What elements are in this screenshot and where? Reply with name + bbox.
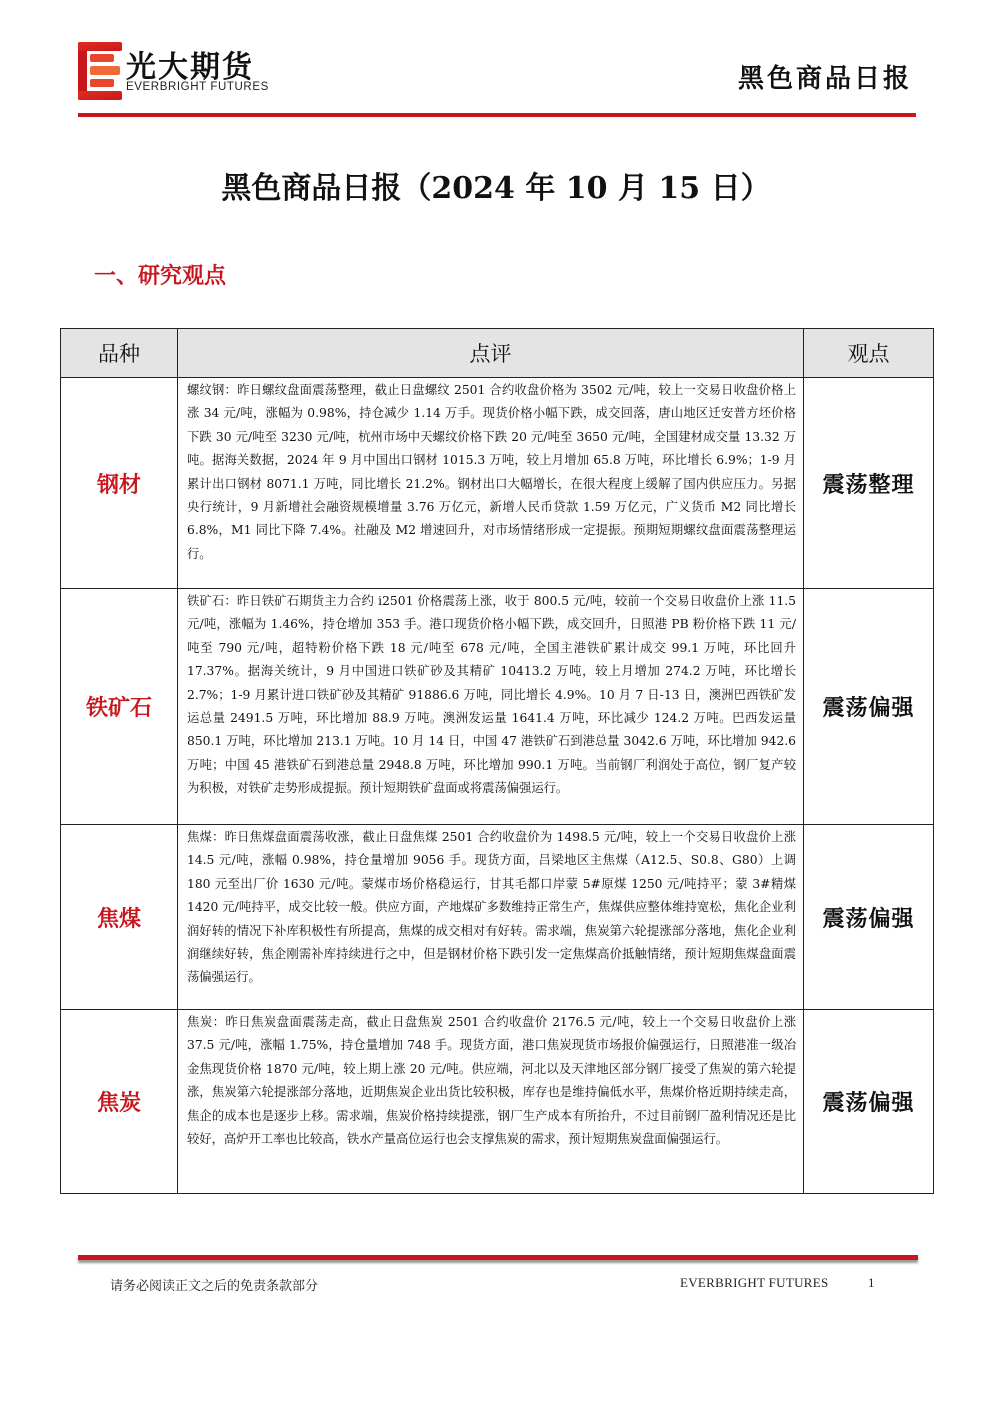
header-divider (78, 113, 916, 117)
table-row (61, 825, 934, 1010)
logo-english-name: EVERBRIGHT FUTURES (126, 81, 269, 93)
page-title: 黑色商品日报（2024 年 10 月 15 日） (221, 171, 771, 206)
section-heading: 一、研究观点 (94, 263, 227, 289)
table-row (61, 378, 934, 589)
view-cell: 震荡偏强 (804, 1010, 934, 1194)
comment-cell: 螺纹钢：昨日螺纹盘面震荡整理，截止日盘螺纹 2501 合约收盘价格为 3502 元/吨，较上一交易日收盘价格上涨 34 元/吨，涨幅为 0.98%，持仓减少 1.14 万手。现货价格小幅下跌，成交回落，唐山地区迁安普方坯价格下跌 30 元/吨至 3230 元/吨，杭州市场中天螺纹价格下跌 20 元/吨至 3650 元/吨，全国建材成交量 13.32 万吨。据海关数据，2024 年 9 月中国出口钢材 1015.3 万吨，较上月增加 65.8 万吨，环比增长 6.9%；1-9 月累计出口钢材 8071.1 万吨，同比增长 21.2%。钢材出口大幅增长，在很大程度上缓解了国内供应压力。另据央行统计，9 月新增社会融资规模增量 3.76 万亿元，新增人民币贷款 1.59 万亿元，广义货币 M2 同比增长 6.8%，M1 同比下降 7.4%。社融及 M2 增速回升，对市场情绪形成一定提振。预期短期螺纹盘面震荡整理运行。 (178, 378, 804, 589)
comment-cell: 焦煤：昨日焦煤盘面震荡收涨，截止日盘焦煤 2501 合约收盘价为 1498.5 元/吨，较上一个交易日收盘价上涨 14.5 元/吨，涨幅 0.98%，持仓量增加 9056 手。现货方面，吕梁地区主焦煤（A12.5、S0.8、G80）上调 180 元至出厂价 1630 元/吨。蒙煤市场价格稳运行，甘其毛都口岸蒙 5#原煤 1250 元/吨持平；蒙 3#精煤 1420 元/吨持平，成交比较一般。供应方面，产地煤矿多数维持正常生产，焦煤供应整体维持宽松，焦化企业利润好转的情况下补库积极性有所提高，焦煤的成交相对有好转。需求端，焦炭第六轮提涨部分落地，焦化企业利润继续好转，焦企刚需补库持续进行之中，但是钢材价格下跌引发一定焦煤高价抵触情绪，预计短期焦煤盘面震荡偏强运行。 (178, 825, 804, 1010)
comment-cell: 焦炭：昨日焦炭盘面震荡走高，截止日盘焦炭 2501 合约收盘价 2176.5 元/吨，较上一个交易日收盘价上涨 37.5 元/吨，涨幅 1.75%，持仓量增加 748 手。现货方面，港口焦炭现货市场报价偏强运行，日照港准一级冶金焦现货价格 1870 元/吨，较上期上涨 20 元/吨。供应端，河北以及天津地区部分钢厂接受了焦炭的第六轮提涨，焦炭第六轮提涨部分落地，近期焦炭企业出货比较积极，库存也是维持偏低水平，焦煤价格近期持续走高，焦企的成本也是逐步上移。需求端，焦炭价格持续提涨，钢厂生产成本有所抬升，不过目前钢厂盈利情况还是比较好，高炉开工率也比较高，铁水产量高位运行也会支撑焦炭的需求，预计短期焦炭盘面偏强运行。 (178, 1010, 804, 1194)
variety-cell: 焦炭 (61, 1010, 178, 1194)
page-number: 1 (868, 1275, 875, 1290)
report-name: 黑色商品日报 (737, 64, 912, 94)
variety-cell: 铁矿石 (61, 589, 178, 825)
logo-chinese-name: 光大期货 (126, 50, 254, 85)
view-cell: 震荡整理 (804, 378, 934, 589)
footer-divider (78, 1255, 918, 1260)
variety-cell: 焦煤 (61, 825, 178, 1010)
variety-cell: 钢材 (61, 378, 178, 589)
column-header-comment: 点评 (178, 329, 804, 378)
view-cell: 震荡偏强 (804, 589, 934, 825)
column-header-view: 观点 (804, 329, 934, 378)
footer-brand: EVERBRIGHT FUTURES (680, 1275, 829, 1290)
table-header-row (61, 329, 934, 378)
table-row (61, 589, 934, 825)
everbright-logo-icon (78, 42, 122, 100)
table-row (61, 1010, 934, 1194)
comment-cell: 铁矿石：昨日铁矿石期货主力合约 i2501 价格震荡上涨，收于 800.5 元/吨，较前一个交易日收盘价上涨 11.5 元/吨，涨幅为 1.46%，持仓增加 353 手。港口现货价格小幅下跌，成交回升，日照港 PB 粉价格下跌 11 元/吨至 790 元/吨，超特粉价格下跌 18 元/吨至 678 元/吨，全国主港铁矿累计成交 99.1 万吨，环比回升 17.37%。据海关统计，9 月中国进口铁矿砂及其精矿 10413.2 万吨，较上月增加 274.2 万吨，环比增长 2.7%；1-9 月累计进口铁矿砂及其精矿 91886.6 万吨，同比增长 4.9%。10 月 7 日-13 日，澳洲巴西铁矿发运总量 2491.5 万吨，环比增加 88.9 万吨。澳洲发运量 1641.4 万吨，环比减少 124.2 万吨。巴西发运量 850.1 万吨，环比增加 213.1 万吨。10 月 14 日，中国 47 港铁矿石到港总量 3042.6 万吨，环比增加 942.6 万吨；中国 45 港铁矿石到港总量 2948.8 万吨，环比增加 990.1 万吨。当前钢厂利润处于高位，钢厂复产较为积极，对铁矿走势形成提振。预计短期铁矿盘面或将震荡偏强运行。 (178, 589, 804, 825)
view-cell: 震荡偏强 (804, 825, 934, 1010)
column-header-variety: 品种 (61, 329, 178, 378)
research-view-table (60, 328, 934, 1194)
footer-disclaimer: 请务必阅读正文之后的免责条款部分 (110, 1279, 319, 1294)
